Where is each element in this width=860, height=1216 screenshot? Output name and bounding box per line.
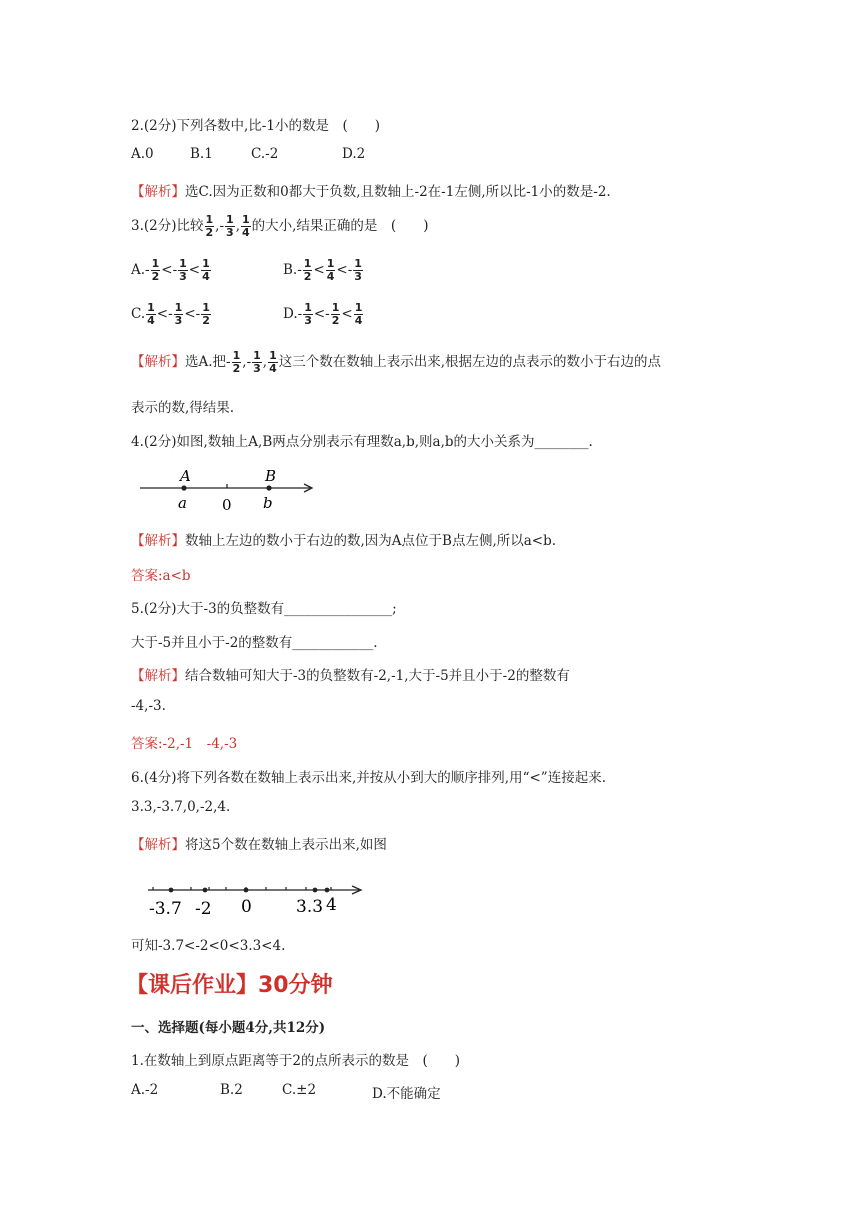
q3-stem: 3.(2分)比较 $\frac{1}{2}$ ,- $\frac{1}{3}$ , $\frac{1}{4}$ 的大小,结果正确的是 ( ): [131, 213, 429, 239]
fraction-one-fourth: $\frac{1}{4}$: [241, 213, 250, 239]
q2-option-c: C.-2: [251, 146, 279, 162]
homework-q1-stem: 1.在数轴上到原点距离等于2的点所表示的数是 ( ): [131, 1053, 461, 1069]
q3-analysis: 【解析】选A.把- $\frac{1}{2}$ ,- $\frac{1}{3}$ , $\frac{1}{4}$ 这三个数在数轴上表示出来,根据左边的点表示的数小于右边的点: [131, 349, 662, 375]
homework-title: 【课后作业】30分钟: [126, 973, 333, 998]
q3-option-d: D.- $\frac{1}{3}$ <- $\frac{1}{2}$ < $\frac{1}{4}$: [283, 301, 363, 327]
q4-analysis: 【解析】数轴上左边的数小于右边的数,因为A点位于B点左侧,所以a<b.: [131, 533, 557, 549]
q5-analysis: 【解析】结合数轴可知大于-3的负整数有-2,-1,大于-5并且小于-2的整数有: [131, 668, 570, 684]
point-b: [266, 485, 271, 490]
fraction-one-third: $\frac{1}{3}$: [226, 213, 234, 239]
q3-option-c: C. $\frac{1}{4}$ <- $\frac{1}{3}$ <- $\frac{1}{2}$: [131, 301, 210, 327]
label-A: A: [180, 467, 191, 485]
homework-q1-option-a: A.-2: [131, 1082, 159, 1098]
axis-label-4: 4: [326, 895, 337, 915]
q6-analysis: 【解析】将这5个数在数轴上表示出来,如图: [131, 837, 387, 853]
q6-conclusion: 可知-3.7<-2<0<3.3<4.: [131, 938, 286, 954]
point-zero: [244, 888, 249, 893]
label-b: b: [263, 494, 273, 512]
q2-option-b: B.1: [190, 146, 213, 162]
point-minus-2: [203, 888, 208, 893]
point-minus-3-7: [169, 888, 174, 893]
q5-stem-line1: 5.(2分)大于-3的负整数有________________;: [131, 601, 397, 617]
label-zero: 0: [222, 496, 232, 514]
label-a: a: [178, 494, 187, 512]
q4-stem: 4.(2分)如图,数轴上A,B两点分别表示有理数a,b,则a,b的大小关系为________.: [131, 434, 593, 450]
analysis-tag: 【解析】: [131, 184, 185, 200]
q5-analysis-line2: -4,-3.: [131, 698, 166, 714]
q4-number-line-figure: [140, 462, 320, 514]
q3-analysis-line2: 表示的数,得结果.: [131, 400, 235, 416]
q2-stem: 2.(2分)下列各数中,比-1小的数是 ( ): [131, 118, 380, 134]
q4-answer: 答案:a<b: [131, 568, 191, 584]
analysis-tag: 【解析】: [131, 533, 185, 549]
q2-option-d: D.2: [342, 146, 366, 162]
label-B: B: [265, 467, 277, 485]
q2-option-a: A.0: [131, 146, 154, 162]
homework-q1-option-d: D.不能确定: [372, 1086, 441, 1102]
point-4: [325, 888, 330, 893]
point-3-3: [313, 888, 318, 893]
homework-section-title: 一、选择题(每小题4分,共12分): [131, 1020, 326, 1036]
analysis-tag: 【解析】: [131, 837, 185, 853]
homework-q1-option-b: B.2: [220, 1082, 243, 1098]
q5-answer: 答案:-2,-1 -4,-3: [131, 736, 238, 752]
analysis-tag: 【解析】: [131, 354, 185, 370]
q5-stem-line2: 大于-5并且小于-2的整数有____________.: [131, 635, 378, 651]
analysis-tag: 【解析】: [131, 668, 185, 684]
homework-q1-option-c: C.±2: [282, 1082, 317, 1098]
q3-option-b: B.- $\frac{1}{2}$ < $\frac{1}{4}$ <- $\frac{1}{3}$: [283, 257, 362, 283]
fraction-one-half: $\frac{1}{2}$: [205, 213, 214, 239]
q6-stem: 6.(4分)将下列各数在数轴上表示出来,并按从小到大的顺序排列,用“<”连接起来.: [131, 770, 606, 786]
q3-option-a: A.- $\frac{1}{2}$ <- $\frac{1}{3}$ < $\frac{1}{4}$: [131, 257, 210, 283]
q6-numbers: 3.3,-3.7,0,-2,4.: [131, 799, 231, 815]
axis-label-minus-2: -2: [195, 899, 212, 919]
q2-analysis: 【解析】选C.因为正数和0都大于负数,且数轴上-2在-1左侧,所以比-1小的数是-2.: [131, 184, 611, 200]
point-a: [181, 485, 186, 490]
axis-label-minus-3-7: -3.7: [149, 899, 182, 919]
axis-label-zero: 0: [241, 897, 252, 917]
axis-label-3-3: 3.3: [296, 897, 324, 917]
q6-number-line-figure: [145, 878, 370, 920]
